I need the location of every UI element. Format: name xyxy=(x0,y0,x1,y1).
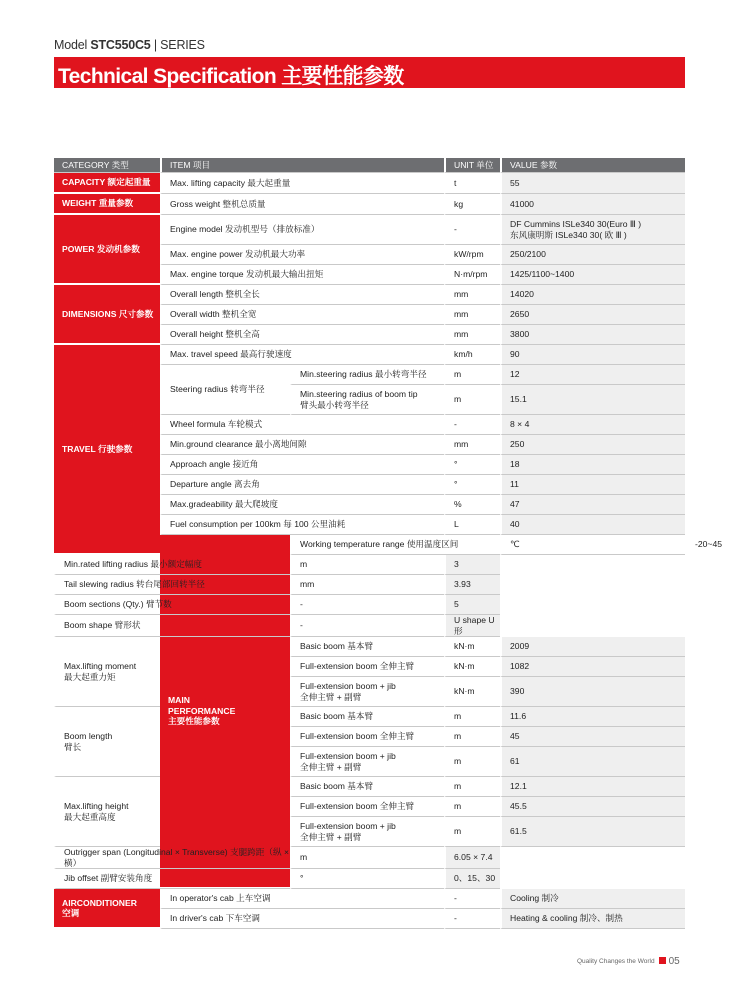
category-dimensions: DIMENSIONS 尺寸参数 xyxy=(54,285,160,345)
header-item: ITEM 项目 xyxy=(160,158,444,172)
unit-cell: ° xyxy=(444,475,500,495)
value-cell: 2009 xyxy=(500,637,685,657)
page-number: 05 xyxy=(668,956,680,967)
unit-cell: m xyxy=(444,365,500,385)
item-cell: Fuel consumption per 100km 每 100 公里油耗 xyxy=(160,515,444,535)
item-cell: Outrigger span (Longitudinal × Transverse) 支腿跨距（纵 × 横） xyxy=(54,847,290,869)
unit-cell: mm xyxy=(444,285,500,305)
table-row xyxy=(54,172,685,194)
table-row xyxy=(54,555,685,575)
value-cell: 2650 xyxy=(500,305,685,325)
model-suffix: | SERIES xyxy=(150,38,205,52)
unit-cell: m xyxy=(444,817,500,847)
unit-cell: m xyxy=(290,555,444,575)
model-name: STC550C5 xyxy=(90,38,151,52)
item-cell: Departure angle 离去角 xyxy=(160,475,444,495)
item-cell: Jib offset 副臂安装角度 xyxy=(54,869,290,889)
unit-cell: t xyxy=(444,172,500,194)
unit-cell: m xyxy=(444,777,500,797)
item-cell: Gross weight 整机总质量 xyxy=(160,194,444,215)
item-cell: Boom shape 臂形状 xyxy=(54,615,290,637)
value-cell: 6.05 × 7.4 xyxy=(444,847,500,869)
unit-cell: mm xyxy=(444,435,500,455)
table-row xyxy=(54,194,685,215)
sub-item-cell: Full-extension boom + jib 全伸主臂 + 副臂 xyxy=(290,677,444,707)
unit-cell: - xyxy=(290,595,444,615)
unit-cell: - xyxy=(290,615,444,637)
sub-item-cell: Basic boom 基本臂 xyxy=(290,637,444,657)
table-row xyxy=(54,615,685,637)
unit-cell: m xyxy=(444,797,500,817)
unit-cell: kN·m xyxy=(444,637,500,657)
sub-item-cell: Basic boom 基本臂 xyxy=(290,777,444,797)
value-cell: 61 xyxy=(500,747,685,777)
value-cell: 12 xyxy=(500,365,685,385)
table-row xyxy=(54,707,685,727)
value-cell: 11 xyxy=(500,475,685,495)
item-cell: Approach angle 接近角 xyxy=(160,455,444,475)
sub-item-cell: Full-extension boom 全伸主臂 xyxy=(290,797,444,817)
item-cell: In operator's cab 上车空调 xyxy=(160,889,444,909)
item-cell: Wheel formula 车轮模式 xyxy=(160,415,444,435)
item-cell: Max. engine torque 发动机最大输出扭矩 xyxy=(160,265,444,285)
unit-cell: ℃ xyxy=(500,535,685,555)
unit-cell: kN·m xyxy=(444,677,500,707)
item-cell: Max. lifting capacity 最大起重量 xyxy=(160,172,444,194)
value-cell: Cooling 制冷 xyxy=(500,889,685,909)
category-weight: WEIGHT 重量参数 xyxy=(54,194,160,215)
item-cell: Max.lifting height 最大起重高度 xyxy=(54,777,160,847)
item-cell: Steering radius 转弯半径 xyxy=(160,365,290,415)
table-row xyxy=(54,575,685,595)
item-cell: Min.rated lifting radius 最小额定幅度 xyxy=(54,555,290,575)
value-cell: 250 xyxy=(500,435,685,455)
value-cell: U shape U 形 xyxy=(444,615,500,637)
item-cell: Boom length 臂长 xyxy=(54,707,160,777)
unit-cell: m xyxy=(444,385,500,415)
value-cell: 3 xyxy=(444,555,500,575)
table-row xyxy=(54,777,685,797)
unit-cell: - xyxy=(444,909,500,929)
header-value: VALUE 参数 xyxy=(500,158,685,172)
unit-cell: L xyxy=(444,515,500,535)
value-cell: 41000 xyxy=(500,194,685,215)
value-cell: 1082 xyxy=(500,657,685,677)
item-cell: In driver's cab 下车空调 xyxy=(160,909,444,929)
value-cell: 61.5 xyxy=(500,817,685,847)
unit-cell: mm xyxy=(444,325,500,345)
unit-cell: m xyxy=(444,707,500,727)
header-unit: UNIT 单位 xyxy=(444,158,500,172)
table-row xyxy=(54,637,685,657)
table-row xyxy=(54,869,685,889)
item-cell: Boom sections (Qty.) 臂节数 xyxy=(54,595,290,615)
value-cell: 3800 xyxy=(500,325,685,345)
footer xyxy=(577,956,680,967)
value-cell: 55 xyxy=(500,172,685,194)
title-bar xyxy=(54,57,685,88)
value-cell: 0、15、30 xyxy=(444,869,500,889)
value-cell: 390 xyxy=(500,677,685,707)
item-cell: Max.lifting moment 最大起重力矩 xyxy=(54,637,160,707)
unit-cell: kN·m xyxy=(444,657,500,677)
unit-cell: km/h xyxy=(444,345,500,365)
value-cell: 90 xyxy=(500,345,685,365)
header-category: CATEGORY 类型 xyxy=(54,158,160,172)
item-cell: Max. travel speed 最高行驶速度 xyxy=(160,345,444,365)
value-cell: 5 xyxy=(444,595,500,615)
unit-cell: kg xyxy=(444,194,500,215)
table-row xyxy=(54,345,685,365)
model-prefix: Model xyxy=(54,38,91,52)
unit-cell: - xyxy=(444,889,500,909)
item-cell: Working temperature range 使用温度区间 xyxy=(290,535,500,555)
value-cell: 47 xyxy=(500,495,685,515)
unit-cell: N·m/rpm xyxy=(444,265,500,285)
table-row xyxy=(54,215,685,245)
value-cell: 1425/1100~1400 xyxy=(500,265,685,285)
model-line xyxy=(54,38,205,52)
unit-cell: - xyxy=(444,215,500,245)
spec-table xyxy=(54,158,723,929)
item-cell: Max. engine power 发动机最大功率 xyxy=(160,245,444,265)
unit-cell: m xyxy=(444,727,500,747)
unit-cell: % xyxy=(444,495,500,515)
item-cell: Overall length 整机全长 xyxy=(160,285,444,305)
value-cell: 14020 xyxy=(500,285,685,305)
item-cell: Tail slewing radius 转台尾部回转半径 xyxy=(54,575,290,595)
red-square-icon xyxy=(659,957,666,964)
value-cell: 12.1 xyxy=(500,777,685,797)
unit-cell: ° xyxy=(444,455,500,475)
table-row: MAIN PERFORMANCE 主要性能参数 Working temperature range 使用温度区间 ℃ -20~45 xyxy=(54,535,685,555)
table-row xyxy=(54,595,685,615)
table-row xyxy=(54,847,685,869)
category-aircon: AIRCONDITIONER 空调 xyxy=(54,889,160,929)
page-title: Technical Specification 主要性能参数 xyxy=(58,65,404,88)
value-cell: Heating & cooling 制冷、制热 xyxy=(500,909,685,929)
sub-item-cell: Full-extension boom 全伸主臂 xyxy=(290,727,444,747)
value-cell: 11.6 xyxy=(500,707,685,727)
value-cell: 3.93 xyxy=(444,575,500,595)
unit-cell: ° xyxy=(290,869,444,889)
unit-cell: - xyxy=(444,415,500,435)
unit-cell: mm xyxy=(290,575,444,595)
footer-slogan: Quality Changes the World xyxy=(577,958,655,965)
value-cell: 8 × 4 xyxy=(500,415,685,435)
value-cell: 18 xyxy=(500,455,685,475)
unit-cell: kW/rpm xyxy=(444,245,500,265)
sub-item-cell: Full-extension boom + jib 全伸主臂 + 副臂 xyxy=(290,817,444,847)
item-cell: Overall height 整机全高 xyxy=(160,325,444,345)
table-header-row xyxy=(54,158,685,172)
item-cell: Overall width 整机全宽 xyxy=(160,305,444,325)
value-cell: 45 xyxy=(500,727,685,747)
value-cell: 40 xyxy=(500,515,685,535)
unit-cell: m xyxy=(444,747,500,777)
value-cell: 250/2100 xyxy=(500,245,685,265)
sub-item-cell: Min.steering radius of boom tip 臂头最小转弯半径 xyxy=(290,385,444,415)
sub-item-cell: Basic boom 基本臂 xyxy=(290,707,444,727)
value-cell: DF Cummins ISLe340 30(Euro Ⅲ ) 东风康明斯 ISLe340 30( 欧 Ⅲ ) xyxy=(500,215,685,245)
item-cell: Min.ground clearance 最小离地间隙 xyxy=(160,435,444,455)
unit-cell: m xyxy=(290,847,444,869)
table-row xyxy=(54,889,685,909)
category-power: POWER 发动机参数 xyxy=(54,215,160,285)
sub-item-cell: Full-extension boom + jib 全伸主臂 + 副臂 xyxy=(290,747,444,777)
unit-cell: mm xyxy=(444,305,500,325)
value-cell: 15.1 xyxy=(500,385,685,415)
sub-item-cell: Min.steering radius 最小转弯半径 xyxy=(290,365,444,385)
category-main-performance: MAIN PERFORMANCE 主要性能参数 xyxy=(160,535,290,889)
category-travel: TRAVEL 行驶参数 xyxy=(54,345,160,555)
item-cell: Max.gradeability 最大爬坡度 xyxy=(160,495,444,515)
value-cell: 45.5 xyxy=(500,797,685,817)
item-cell: Engine model 发动机型号（排放标准） xyxy=(160,215,444,245)
sub-item-cell: Full-extension boom 全伸主臂 xyxy=(290,657,444,677)
table-row xyxy=(54,285,685,305)
category-capacity: CAPACITY 额定起重量 xyxy=(54,172,160,194)
